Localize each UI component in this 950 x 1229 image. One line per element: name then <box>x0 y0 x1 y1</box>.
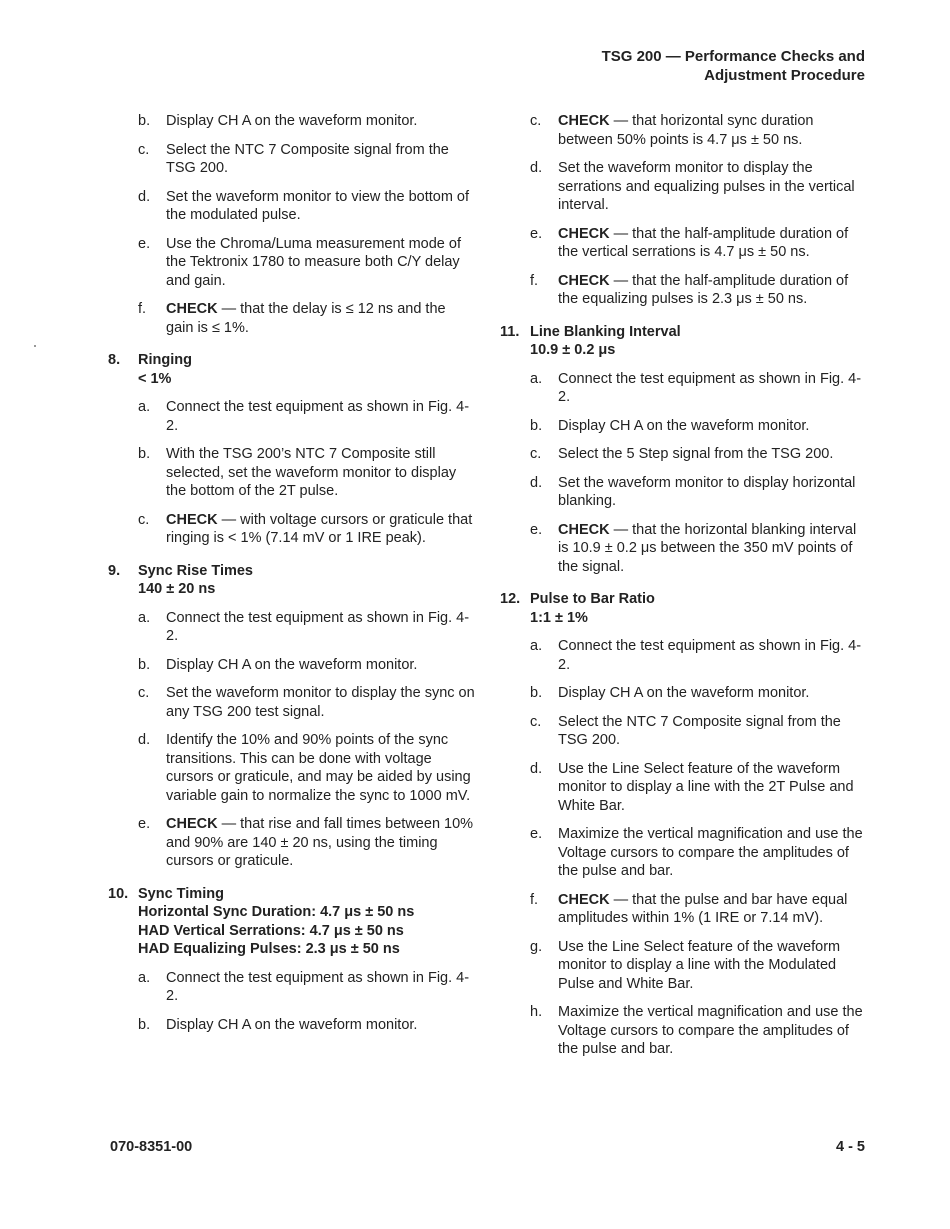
step-label: e. <box>138 816 151 832</box>
step-item <box>500 825 868 881</box>
step-item <box>108 731 475 805</box>
right-column <box>500 112 868 1069</box>
check-text: — that the half-amplitude duration of the vertical serrations is 4.7 μs ± 50 ns. <box>558 225 849 260</box>
step-text: Display CH A on the waveform monitor. <box>558 685 810 701</box>
step-item <box>108 684 475 721</box>
step-item <box>500 637 868 674</box>
doc-number: 070-8351-00 <box>110 1139 193 1155</box>
step-label: c. <box>530 713 542 730</box>
step-text: Connect the test equipment as shown in Fig. 4-2. <box>166 399 470 434</box>
check-keyword: CHECK <box>166 816 218 832</box>
step-text <box>166 300 475 337</box>
step-label: a. <box>138 969 151 986</box>
step-item <box>500 370 868 407</box>
step-label: b. <box>138 113 151 129</box>
step-text: Display CH A on the waveform monitor. <box>166 1016 418 1033</box>
check-text: — that the delay is ≤ 12 ns and the gain is ≤ 1%. <box>166 301 446 336</box>
section-heading <box>108 885 475 959</box>
check-keyword: CHECK <box>166 511 218 528</box>
section-spec: Horizontal Sync Duration: 4.7 μs ± 50 ns <box>138 904 415 920</box>
step-label: e. <box>138 235 151 252</box>
step-item <box>500 684 868 703</box>
step-label: b. <box>138 446 151 462</box>
step-label: b. <box>530 685 543 701</box>
step-item <box>500 521 868 577</box>
step-item <box>500 1003 868 1059</box>
section-spec: HAD Equalizing Pulses: 2.3 μs ± 50 ns <box>138 941 400 957</box>
step-text <box>558 112 868 149</box>
step-label: d. <box>530 160 543 176</box>
step-label: d. <box>530 474 543 491</box>
step-label: c. <box>138 141 150 158</box>
step-item <box>500 272 868 309</box>
section-spec: 1:1 ± 1% <box>530 609 588 626</box>
step-label: d. <box>530 760 543 777</box>
section-heading <box>500 323 868 360</box>
step-item <box>500 112 868 149</box>
header-title: TSG 200 — Performance Checks and <box>601 48 865 65</box>
step-item <box>500 474 868 511</box>
scan-speck <box>34 345 36 347</box>
step-text: Use the Chroma/Luma measurement mode of the Tektronix 1780 to measure both C/Y delay and gain. <box>166 235 461 289</box>
step-label: h. <box>530 1004 543 1020</box>
step-item <box>500 225 868 262</box>
check-text: — that horizontal sync duration between 50% points is 4.7 μs ± 50 ns. <box>558 113 814 148</box>
step-item <box>108 656 475 675</box>
left-column <box>108 112 475 1044</box>
step-text: Display CH A on the waveform monitor. <box>166 113 418 129</box>
step-text: With the TSG 200’s NTC 7 Composite still selected, set the waveform monitor to display the bottom of the 2T pulse. <box>166 446 457 499</box>
step-item <box>108 188 475 225</box>
section-spec: HAD Vertical Serrations: 4.7 μs ± 50 ns <box>138 922 404 939</box>
step-item <box>108 141 475 178</box>
step-item <box>108 112 475 131</box>
check-keyword: CHECK <box>558 521 610 538</box>
check-text: — that the pulse and bar have equal amplitudes within 1% (1 IRE or 7.14 mV). <box>558 891 848 926</box>
step-label: g. <box>530 938 543 955</box>
step-label: a. <box>138 399 151 415</box>
step-item <box>500 713 868 750</box>
step-text <box>166 511 475 548</box>
step-text: Maximize the vertical magnification and use the Voltage cursors to compare the amplitudes of the pulse and bar. <box>558 826 863 879</box>
check-keyword: CHECK <box>558 272 610 289</box>
section-number: 8. <box>108 352 121 368</box>
step-text: Use the Line Select feature of the waveform monitor to display a line with the Modulated Pulse and White Bar. <box>558 938 841 992</box>
section-heading <box>500 590 868 627</box>
step-text: Display CH A on the waveform monitor. <box>166 656 418 673</box>
step-item <box>108 398 475 435</box>
step-text: Set the waveform monitor to display the serrations and equalizing pulses in the vertical interval. <box>558 160 855 213</box>
check-keyword: CHECK <box>558 113 610 129</box>
section-spec: < 1% <box>138 370 172 387</box>
step-text <box>558 225 868 262</box>
step-label: b. <box>138 1016 151 1033</box>
step-label: f. <box>530 272 539 289</box>
section-number: 10. <box>108 885 129 902</box>
step-text: Connect the test equipment as shown in Fig. 4-2. <box>558 638 862 673</box>
check-text: — with voltage cursors or graticule that ringing is < 1% (7.14 mV or 1 IRE peak). <box>166 511 473 546</box>
step-label: c. <box>138 685 150 701</box>
section-number: 12. <box>500 591 521 607</box>
check-text: — that the half-amplitude duration of the equalizing pulses is 2.3 μs ± 50 ns. <box>558 272 849 307</box>
check-text: — that the horizontal blanking interval is 10.9 ± 0.2 μs between the 350 mV points of the signal. <box>558 521 857 575</box>
step-text: Connect the test equipment as shown in Fig. 4-2. <box>558 370 862 405</box>
step-text <box>558 521 868 577</box>
section-title: Pulse to Bar Ratio <box>530 591 655 607</box>
step-item <box>500 891 868 928</box>
step-item <box>108 511 475 548</box>
step-text: Set the waveform monitor to view the bottom of the modulated pulse. <box>166 188 470 223</box>
check-keyword: CHECK <box>166 301 218 317</box>
step-text: Select the NTC 7 Composite signal from the TSG 200. <box>166 141 449 176</box>
section-heading <box>108 351 475 388</box>
page-number: 4 - 5 <box>835 1139 865 1155</box>
step-label: e. <box>530 521 543 538</box>
step-item <box>108 445 475 501</box>
header-subtitle: Adjustment Procedure <box>704 67 865 84</box>
step-label: c. <box>530 113 542 129</box>
step-label: d. <box>138 732 151 748</box>
check-keyword: CHECK <box>558 891 610 908</box>
step-item <box>108 969 475 1006</box>
step-label: b. <box>530 417 543 434</box>
step-label: d. <box>138 188 151 205</box>
section-title: Sync Timing <box>138 885 224 902</box>
step-label: e. <box>530 826 543 842</box>
step-label: f. <box>138 301 147 317</box>
step-text: Connect the test equipment as shown in Fig. 4-2. <box>166 969 470 1004</box>
check-text: — that rise and fall times between 10% and 90% are 140 ± 20 ns, using the timing cursors or graticule. <box>166 816 474 869</box>
step-text: Connect the test equipment as shown in Fig. 4-2. <box>166 609 470 644</box>
check-keyword: CHECK <box>558 225 610 242</box>
section-title: Line Blanking Interval <box>530 323 681 340</box>
section-spec: 10.9 ± 0.2 μs <box>530 342 616 358</box>
step-text: Set the waveform monitor to display horizontal blanking. <box>558 474 856 509</box>
step-text <box>558 272 868 309</box>
step-label: a. <box>138 609 151 626</box>
section-spec: 140 ± 20 ns <box>138 581 216 597</box>
section-number: 9. <box>108 562 121 579</box>
step-label: e. <box>530 225 543 242</box>
step-text: Identify the 10% and 90% points of the sync transitions. This can be done with voltage cursors or graticule, and may be aided by using variable gain to normalize the sync to 1000 mV. <box>166 732 471 804</box>
section-title: Ringing <box>138 352 192 368</box>
step-item <box>108 1016 475 1035</box>
section-number: 11. <box>500 323 520 340</box>
step-item <box>108 235 475 291</box>
step-item <box>108 300 475 337</box>
step-item <box>500 938 868 994</box>
step-item <box>108 815 475 871</box>
step-text <box>166 815 475 871</box>
step-text: Select the NTC 7 Composite signal from the TSG 200. <box>558 713 841 748</box>
step-item <box>500 159 868 215</box>
step-item <box>500 445 868 464</box>
step-text: Select the 5 Step signal from the TSG 200. <box>558 446 834 462</box>
step-label: a. <box>530 638 543 654</box>
step-text <box>558 891 868 928</box>
step-item <box>500 417 868 436</box>
step-text: Use the Line Select feature of the waveform monitor to display a line with the 2T Pulse and White Bar. <box>558 760 854 814</box>
step-label: b. <box>138 656 151 673</box>
step-label: c. <box>138 511 150 528</box>
step-text: Maximize the vertical magnification and use the Voltage cursors to compare the amplitudes of the pulse and bar. <box>558 1004 863 1057</box>
running-header <box>602 47 865 85</box>
step-text: Set the waveform monitor to display the sync on any TSG 200 test signal. <box>166 685 475 720</box>
step-item <box>108 609 475 646</box>
step-label: c. <box>530 446 542 462</box>
step-label: a. <box>530 370 543 387</box>
section-title: Sync Rise Times <box>138 562 253 579</box>
step-item <box>500 760 868 816</box>
step-text: Display CH A on the waveform monitor. <box>558 417 810 434</box>
step-label: f. <box>530 891 539 908</box>
section-heading <box>108 562 475 599</box>
